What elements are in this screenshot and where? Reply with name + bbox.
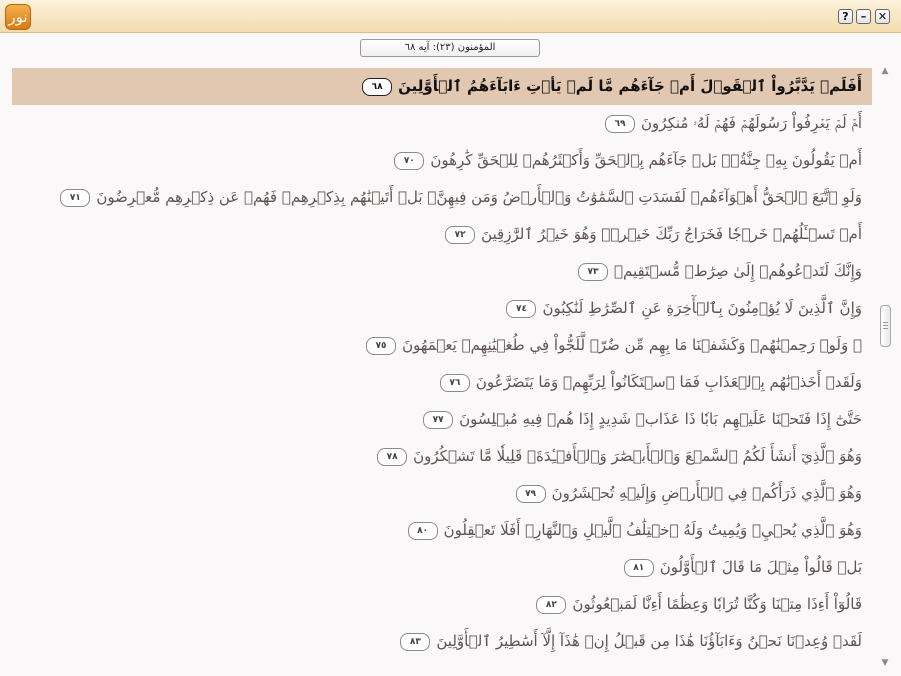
ayah-list bbox=[12, 68, 872, 660]
ayah-number-badge: ٨٠ bbox=[408, 522, 438, 540]
ayah-row[interactable] bbox=[12, 253, 872, 290]
scroll-thumb[interactable] bbox=[880, 305, 891, 347]
ayah-number-badge: ٧٩ bbox=[516, 485, 546, 503]
ayah-row[interactable] bbox=[12, 475, 872, 512]
ayah-text: وَلَوِ ٱتَّبَعَ ٱلۡحَقُّ أَهۡوَآءَهُمۡ لَفَسَدَتِ ٱلسَّمَٰوَٰتُ وَٱلۡأَرۡضُ وَمَن فِيهِنَّۚ بَلۡ أَتَيۡنَٰهُم بِذِكۡرِهِمۡ فَهُمۡ عَن ذِكۡرِهِم مُّعۡرِضُونَ bbox=[96, 188, 862, 206]
ayah-number-badge: ٧٣ bbox=[578, 263, 608, 281]
ayah-number-badge: ٦٩ bbox=[605, 115, 635, 133]
ayah-text: أَفَلَمۡ يَدَّبَّرُواْ ٱلۡقَوۡلَ أَمۡ جَآءَهُم مَّا لَمۡ يَأۡتِ ءَابَآءَهُمُ ٱلۡأَوَّلِينَ bbox=[398, 77, 862, 95]
ayah-text: بَلۡ قَالُواْ مِثۡلَ مَا قَالَ ٱلۡأَوَّلُونَ bbox=[659, 558, 862, 576]
ayah-number-badge: ٨٣ bbox=[400, 633, 430, 651]
help-button[interactable]: ? bbox=[838, 9, 853, 24]
ayah-row[interactable] bbox=[12, 364, 872, 401]
ayah-number-badge: ٧٧ bbox=[423, 411, 453, 429]
ayah-row[interactable] bbox=[12, 586, 872, 623]
ayah-text: أَمۡ تَسۡـَٔلُهُمۡ خَرۡجٗا فَخَرَاجُ رَبِّكَ خَيۡرٞۖ وَهُوَ خَيۡرُ ٱلرَّٰزِقِينَ bbox=[481, 225, 862, 243]
title-bar bbox=[0, 0, 901, 33]
app-logo-icon[interactable]: نور bbox=[5, 4, 31, 30]
ayah-text: أَمۡ يَقُولُونَ بِهِۦ جِنَّةُۢۚ بَلۡ جَآءَهُم بِٱلۡحَقِّ وَأَكۡثَرُهُمۡ لِلۡحَقِّ كَٰرِهُونَ bbox=[430, 151, 862, 169]
scroll-down-arrow-icon[interactable]: ▼ bbox=[881, 658, 889, 668]
ayah-number-badge: ٧١ bbox=[60, 189, 90, 207]
ayah-text: وَإِنَّكَ لَتَدۡعُوهُمۡ إِلَىٰ صِرَٰطٖ مُّسۡتَقِيمٖ bbox=[613, 262, 862, 280]
minimize-button[interactable]: – bbox=[856, 9, 871, 24]
ayah-number-badge: ٧٨ bbox=[377, 448, 407, 466]
ayah-number-badge: ٧٤ bbox=[506, 300, 536, 318]
ayah-text: لَقَدۡ وُعِدۡنَا نَحۡنُ وَءَابَآؤُنَا هَٰذَا مِن قَبۡلُ إِنۡ هَٰذَآ إِلَّآ أَسَٰطِيرُ ٱلۡأَوَّلِينَ bbox=[436, 632, 862, 650]
scroll-up-arrow-icon[interactable]: ▲ bbox=[881, 66, 889, 76]
ayah-number-badge: ٧٥ bbox=[366, 337, 396, 355]
ayah-row[interactable] bbox=[12, 216, 872, 253]
ayah-row[interactable] bbox=[12, 327, 872, 364]
ayah-number-badge: ٦٨ bbox=[362, 78, 392, 96]
ayah-text: أَمۡ لَمۡ يَعۡرِفُواْ رَسُولَهُمۡ فَهُمۡ لَهُۥ مُنكِرُونَ bbox=[641, 114, 862, 132]
ayah-text: ۞ وَلَوۡ رَحِمۡنَٰهُمۡ وَكَشَفۡنَا مَا بِهِم مِّن ضُرّٖ لَّلَجُّواْ فِي طُغۡيَٰنِهِمۡ يَعۡمَهُونَ bbox=[402, 336, 862, 354]
ayah-number-badge: ٧٢ bbox=[445, 226, 475, 244]
ayah-row[interactable] bbox=[12, 68, 872, 105]
close-button[interactable]: ✕ bbox=[875, 9, 890, 24]
ayah-number-badge: ٨١ bbox=[624, 559, 654, 577]
ayah-row[interactable] bbox=[12, 142, 872, 179]
ayah-row[interactable] bbox=[12, 623, 872, 660]
ayah-text: وَهُوَ ٱلَّذِي يُحۡيِۦ وَيُمِيتُ وَلَهُ ٱخۡتِلَٰفُ ٱلَّيۡلِ وَٱلنَّهَارِۚ أَفَلَا تَعۡقِلُونَ bbox=[443, 521, 862, 539]
ayah-row[interactable] bbox=[12, 105, 872, 142]
ayah-number-badge: ٧٦ bbox=[440, 374, 470, 392]
ayah-text: قَالُوٓاْ أَءِذَا مِتۡنَا وَكُنَّا تُرَابٗا وَعِظَٰمًا أَءِنَّا لَمَبۡعُوثُونَ bbox=[572, 595, 862, 613]
ayah-row[interactable] bbox=[12, 549, 872, 586]
ayah-number-badge: ٧٠ bbox=[394, 152, 424, 170]
verse-reference[interactable]: المؤمنون (٢٣): آيه ٦٨ bbox=[360, 39, 540, 57]
ayah-text: وَلَقَدۡ أَخَذۡنَٰهُم بِٱلۡعَذَابِ فَمَا ٱسۡتَكَانُواْ لِرَبِّهِمۡ وَمَا يَتَضَرَّعُونَ bbox=[475, 373, 862, 391]
ayah-text: وَإِنَّ ٱلَّذِينَ لَا يُؤۡمِنُونَ بِٱلۡأٓخِرَةِ عَنِ ٱلصِّرَٰطِ لَنَٰكِبُونَ bbox=[542, 299, 862, 317]
ayah-number-badge: ٨٢ bbox=[536, 596, 566, 614]
ayah-text: وَهُوَ ٱلَّذِيٓ أَنشَأَ لَكُمُ ٱلسَّمۡعَ وَٱلۡأَبۡصَٰرَ وَٱلۡأَفۡـِٔدَةَۚ قَلِيلٗا مَّا تَشۡكُرُونَ bbox=[413, 447, 862, 465]
ayah-text: وَهُوَ ٱلَّذِي ذَرَأَكُمۡ فِي ٱلۡأَرۡضِ وَإِلَيۡهِ تُحۡشَرُونَ bbox=[551, 484, 862, 502]
ayah-row[interactable] bbox=[12, 438, 872, 475]
ayah-text: حَتَّىٰٓ إِذَا فَتَحۡنَا عَلَيۡهِم بَابٗا ذَا عَذَابٖ شَدِيدٍ إِذَا هُمۡ فِيهِ مُبۡلِسُونَ bbox=[459, 410, 862, 428]
ayah-row[interactable] bbox=[12, 512, 872, 549]
ayah-row[interactable] bbox=[12, 290, 872, 327]
ayah-row[interactable] bbox=[12, 179, 872, 216]
vertical-scrollbar[interactable] bbox=[878, 66, 892, 670]
ayah-row[interactable] bbox=[12, 401, 872, 438]
